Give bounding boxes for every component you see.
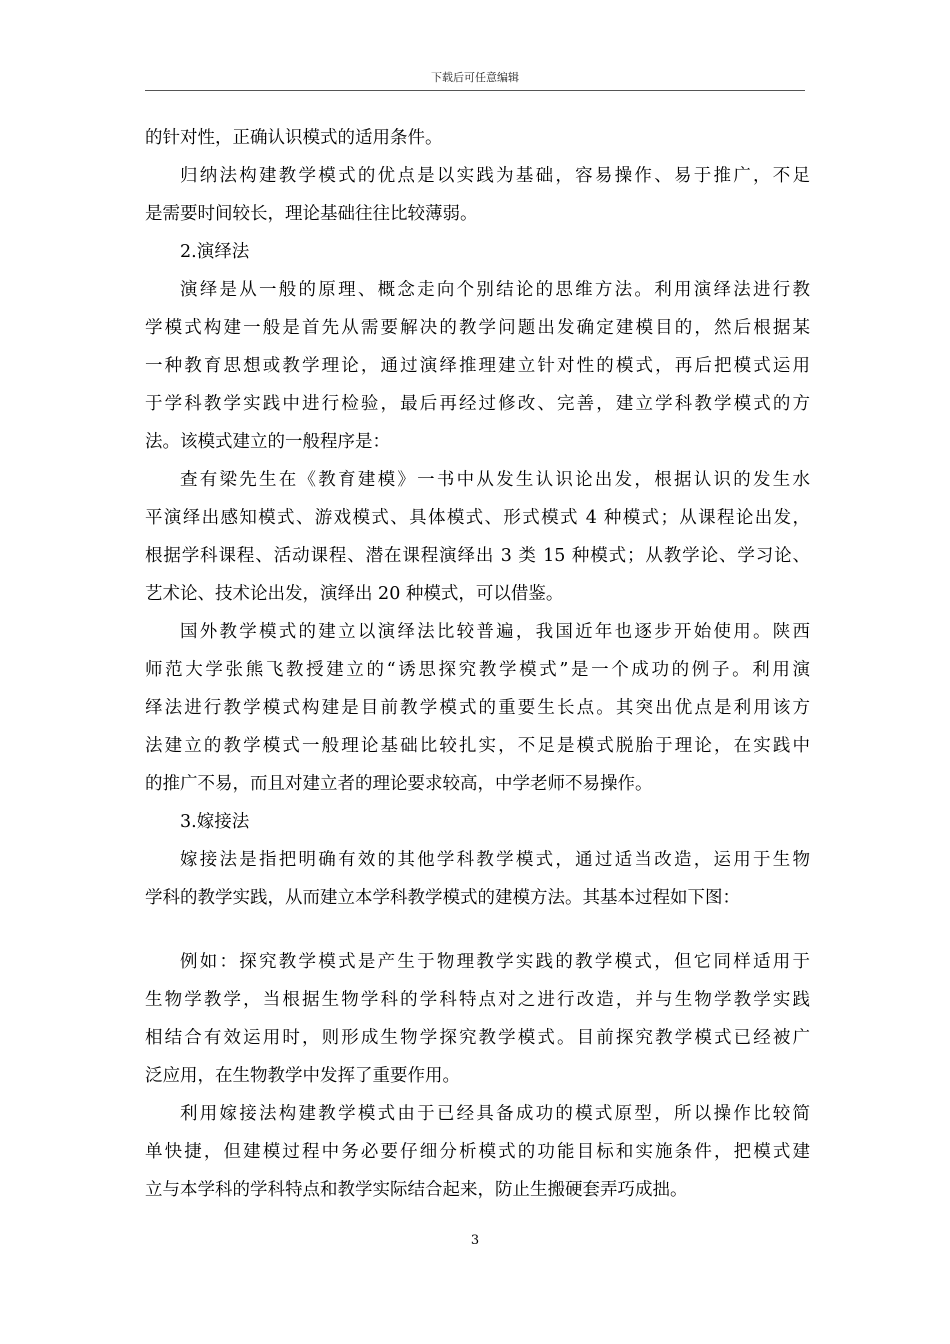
text-line: 绎法进行教学模式构建是目前教学模式的重要生长点。其突出优点是利用该方 (145, 698, 810, 718)
text-line: 法建立的教学模式一般理论基础比较扎实，不足是模式脱胎于理论，在实践中 (145, 736, 810, 756)
text-line: 泛应用，在生物教学中发挥了重要作用。 (145, 1066, 460, 1086)
text-line: 于学科教学实践中进行检验，最后再经过修改、完善，建立学科教学模式的方 (145, 394, 810, 414)
text-line: 相结合有效运用时，则形成生物学探究教学模式。目前探究教学模式已经被广 (145, 1028, 810, 1048)
text-line: 一种教育思想或教学理论，通过演绎推理建立针对性的模式，再后把模式运用 (145, 356, 810, 376)
section-heading: 3.嫁接法 (180, 812, 250, 832)
text-line: 查有梁先生在《教育建模》一书中从发生认识论出发，根据认识的发生水 (180, 470, 810, 490)
header-rule (145, 90, 805, 91)
page-header: 下载后可任意编辑 (431, 71, 519, 84)
text-line: 立与本学科的学科特点和教学实际结合起来，防止生搬硬套弄巧成拙。 (145, 1180, 688, 1200)
text-line: 单快捷，但建模过程中务必要仔细分析模式的功能目标和实施条件，把模式建 (145, 1142, 810, 1162)
text-line: 根据学科课程、活动课程、潜在课程演绎出 3 类 15 种模式；从教学论、学习论、 (145, 546, 810, 566)
text-line: 国外教学模式的建立以演绎法比较普遍，我国近年也逐步开始使用。陕西 (180, 622, 810, 642)
text-line: 的针对性，正确认识模式的适用条件。 (145, 128, 443, 148)
text-line: 师范大学张熊飞教授建立的“诱思探究教学模式”是一个成功的例子。利用演 (145, 660, 810, 680)
text-line: 是需要时间较长，理论基础往往比较薄弱。 (145, 204, 478, 224)
text-line: 嫁接法是指把明确有效的其他学科教学模式，通过适当改造，运用于生物 (180, 850, 810, 870)
text-line: 平演绎出感知模式、游戏模式、具体模式、形式模式 4 种模式；从课程论出发， (145, 508, 810, 528)
figure-space (145, 914, 805, 938)
section-heading: 2.演绎法 (180, 242, 250, 262)
text-line: 艺术论、技术论出发，演绎出 20 种模式，可以借鉴。 (145, 584, 564, 604)
text-line: 学模式构建一般是首先从需要解决的教学问题出发确定建模目的，然后根据某 (145, 318, 810, 338)
text-line: 生物学教学，当根据生物学科的学科特点对之进行改造，并与生物学教学实践 (145, 990, 810, 1010)
text-line: 的推广不易，而且对建立者的理论要求较高，中学老师不易操作。 (145, 774, 653, 794)
page-number: 3 (470, 1233, 480, 1248)
text-line: 归纳法构建教学模式的优点是以实践为基础，容易操作、易于推广，不足 (180, 166, 810, 186)
text-line: 例如：探究教学模式是产生于物理教学实践的教学模式，但它同样适用于 (180, 952, 810, 972)
text-line: 法。该模式建立的一般程序是： (145, 432, 390, 452)
text-line: 学科的教学实践，从而建立本学科教学模式的建模方法。其基本过程如下图： (145, 888, 740, 908)
text-line: 利用嫁接法构建教学模式由于已经具备成功的模式原型，所以操作比较简 (180, 1104, 810, 1124)
text-line: 演绎是从一般的原理、概念走向个别结论的思维方法。利用演绎法进行教 (180, 280, 810, 300)
